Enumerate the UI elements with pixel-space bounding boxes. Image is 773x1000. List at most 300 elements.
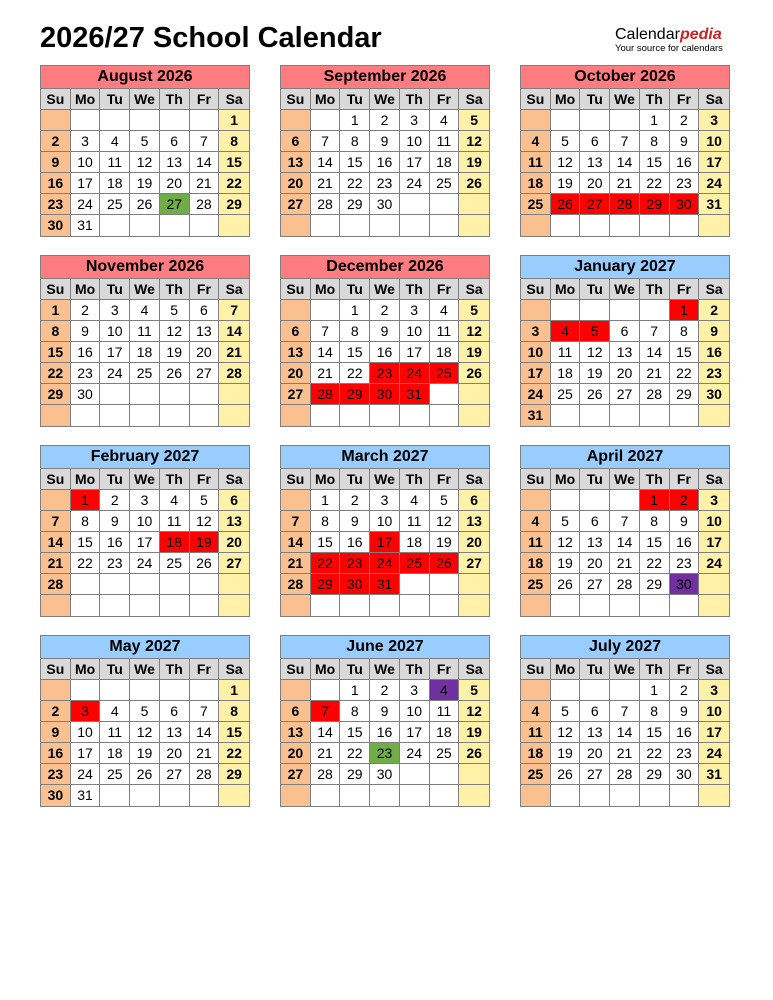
day-cell: 3	[100, 300, 130, 321]
day-cell: 2	[370, 680, 400, 701]
day-cell: 2	[699, 300, 729, 321]
day-cell: 6	[580, 131, 610, 152]
month-title: August 2026	[41, 66, 249, 89]
week-row	[281, 764, 489, 785]
day-cell: 16	[41, 743, 71, 764]
empty-day-cell	[610, 405, 640, 426]
day-cell: 17	[71, 743, 101, 764]
weekday-label: Sa	[699, 89, 729, 110]
empty-day-cell	[100, 405, 130, 426]
day-cell: 3	[370, 490, 400, 511]
day-cell: 10	[699, 701, 729, 722]
empty-day-cell	[370, 595, 400, 616]
day-cell: 8	[219, 131, 249, 152]
highlight-purple-day-cell: 4	[430, 680, 460, 701]
day-cell: 3	[699, 110, 729, 131]
empty-day-cell	[610, 110, 640, 131]
day-cell: 23	[41, 194, 71, 215]
day-cell: 27	[580, 574, 610, 595]
holiday-day-cell: 4	[551, 321, 581, 342]
month-block	[280, 255, 490, 427]
empty-day-cell	[459, 764, 489, 785]
empty-day-cell	[41, 595, 71, 616]
weekday-label: Fr	[430, 469, 460, 490]
day-cell: 1	[640, 110, 670, 131]
day-cell: 6	[580, 701, 610, 722]
week-row	[41, 490, 249, 511]
day-cell: 19	[551, 553, 581, 574]
day-cell: 27	[190, 363, 220, 384]
day-cell: 7	[281, 511, 311, 532]
week-row	[281, 595, 489, 616]
day-cell: 9	[670, 701, 700, 722]
day-cell: 22	[219, 743, 249, 764]
weekday-label: Mo	[551, 279, 581, 300]
logo-tagline: Your source for calendars	[615, 43, 723, 54]
empty-day-cell	[100, 595, 130, 616]
week-row	[281, 152, 489, 173]
day-cell: 21	[610, 553, 640, 574]
weekday-label: Su	[281, 279, 311, 300]
day-cell: 16	[100, 532, 130, 553]
week-row	[41, 110, 249, 131]
day-cell: 27	[281, 764, 311, 785]
month-block	[40, 65, 250, 237]
week-row	[41, 785, 249, 806]
empty-day-cell	[190, 215, 220, 236]
weekday-label: We	[130, 279, 160, 300]
day-cell: 6	[459, 490, 489, 511]
empty-day-cell	[430, 595, 460, 616]
day-cell: 18	[100, 173, 130, 194]
empty-day-cell	[670, 215, 700, 236]
empty-day-cell	[430, 405, 460, 426]
empty-day-cell	[311, 405, 341, 426]
day-cell: 8	[670, 321, 700, 342]
day-cell: 8	[71, 511, 101, 532]
week-row	[41, 764, 249, 785]
day-cell: 6	[281, 321, 311, 342]
week-row	[41, 680, 249, 701]
empty-day-cell	[699, 574, 729, 595]
weekday-label: Su	[281, 659, 311, 680]
weekday-label: Fr	[670, 89, 700, 110]
weekday-label: Fr	[670, 279, 700, 300]
empty-day-cell	[130, 384, 160, 405]
day-cell: 24	[699, 173, 729, 194]
day-cell: 23	[41, 764, 71, 785]
empty-day-cell	[400, 595, 430, 616]
week-row	[41, 511, 249, 532]
day-cell: 19	[160, 342, 190, 363]
weekday-label: Su	[41, 469, 71, 490]
day-cell: 4	[100, 701, 130, 722]
day-cell: 30	[370, 764, 400, 785]
day-cell: 29	[640, 574, 670, 595]
empty-day-cell	[610, 490, 640, 511]
day-cell: 17	[521, 363, 551, 384]
day-cell: 14	[311, 722, 341, 743]
day-cell: 24	[699, 743, 729, 764]
day-cell: 12	[430, 511, 460, 532]
week-row	[41, 342, 249, 363]
day-cell: 13	[160, 152, 190, 173]
empty-day-cell	[219, 384, 249, 405]
month-title: February 2027	[41, 446, 249, 469]
weekday-label: Sa	[219, 659, 249, 680]
weekday-label: Mo	[71, 279, 101, 300]
day-cell: 14	[610, 532, 640, 553]
empty-day-cell	[100, 574, 130, 595]
day-cell: 24	[71, 194, 101, 215]
day-cell: 15	[311, 532, 341, 553]
weekday-label: We	[610, 89, 640, 110]
empty-day-cell	[219, 574, 249, 595]
empty-day-cell	[190, 680, 220, 701]
empty-day-cell	[160, 110, 190, 131]
highlight-green-day-cell: 27	[160, 194, 190, 215]
day-cell: 21	[190, 173, 220, 194]
day-cell: 29	[41, 384, 71, 405]
day-cell: 26	[551, 574, 581, 595]
day-cell: 10	[699, 131, 729, 152]
day-cell: 11	[430, 321, 460, 342]
holiday-day-cell: 30	[340, 574, 370, 595]
week-row	[41, 173, 249, 194]
day-cell: 18	[521, 553, 551, 574]
week-row	[281, 743, 489, 764]
week-row	[521, 110, 729, 131]
day-cell: 30	[670, 764, 700, 785]
week-row	[281, 131, 489, 152]
day-cell: 10	[370, 511, 400, 532]
day-cell: 27	[459, 553, 489, 574]
holiday-day-cell: 31	[370, 574, 400, 595]
day-cell: 14	[311, 152, 341, 173]
day-cell: 9	[100, 511, 130, 532]
day-cell: 11	[100, 722, 130, 743]
day-cell: 26	[130, 194, 160, 215]
day-cell: 25	[551, 384, 581, 405]
day-cell: 18	[551, 363, 581, 384]
day-cell: 15	[41, 342, 71, 363]
empty-day-cell	[640, 595, 670, 616]
empty-day-cell	[551, 595, 581, 616]
week-row	[281, 532, 489, 553]
weekday-label: Fr	[190, 659, 220, 680]
weekday-label: Th	[160, 89, 190, 110]
month-title: November 2026	[41, 256, 249, 279]
day-cell: 9	[71, 321, 101, 342]
day-cell: 22	[340, 743, 370, 764]
week-row	[521, 321, 729, 342]
holiday-day-cell: 7	[311, 701, 341, 722]
week-row	[281, 785, 489, 806]
day-cell: 5	[430, 490, 460, 511]
day-cell: 25	[521, 574, 551, 595]
weekday-header-row	[281, 659, 489, 680]
day-cell: 7	[610, 511, 640, 532]
day-cell: 2	[41, 701, 71, 722]
day-cell: 12	[459, 321, 489, 342]
day-cell: 13	[580, 532, 610, 553]
weekday-label: Fr	[430, 89, 460, 110]
day-cell: 25	[130, 363, 160, 384]
empty-day-cell	[71, 680, 101, 701]
day-cell: 23	[71, 363, 101, 384]
holiday-day-cell: 30	[370, 384, 400, 405]
day-cell: 4	[430, 300, 460, 321]
day-cell: 19	[130, 173, 160, 194]
day-cell: 9	[41, 722, 71, 743]
day-cell: 21	[190, 743, 220, 764]
day-cell: 7	[190, 701, 220, 722]
day-cell: 7	[311, 131, 341, 152]
weekday-header-row	[41, 89, 249, 110]
empty-day-cell	[130, 595, 160, 616]
day-cell: 9	[670, 511, 700, 532]
week-row	[41, 722, 249, 743]
day-cell: 16	[370, 722, 400, 743]
day-cell: 13	[190, 321, 220, 342]
week-row	[41, 532, 249, 553]
weekday-label: Fr	[190, 89, 220, 110]
empty-day-cell	[190, 110, 220, 131]
day-cell: 28	[219, 363, 249, 384]
weekday-label: We	[370, 659, 400, 680]
empty-day-cell	[459, 785, 489, 806]
day-cell: 7	[640, 321, 670, 342]
holiday-day-cell: 19	[190, 532, 220, 553]
day-cell: 5	[551, 511, 581, 532]
day-cell: 28	[190, 764, 220, 785]
holiday-day-cell: 27	[580, 194, 610, 215]
highlight-green-day-cell: 23	[370, 743, 400, 764]
weekday-label: Tu	[580, 89, 610, 110]
day-cell: 23	[670, 173, 700, 194]
day-cell: 26	[551, 764, 581, 785]
empty-day-cell	[610, 595, 640, 616]
weekday-label: Fr	[190, 279, 220, 300]
weekday-label: Sa	[699, 469, 729, 490]
empty-day-cell	[459, 574, 489, 595]
day-cell: 16	[370, 152, 400, 173]
empty-day-cell	[521, 300, 551, 321]
holiday-day-cell: 18	[160, 532, 190, 553]
day-cell: 23	[100, 553, 130, 574]
day-cell: 17	[400, 152, 430, 173]
day-cell: 18	[521, 743, 551, 764]
day-cell: 20	[281, 173, 311, 194]
day-cell: 28	[610, 764, 640, 785]
day-cell: 24	[400, 173, 430, 194]
empty-day-cell	[340, 215, 370, 236]
day-cell: 5	[130, 701, 160, 722]
day-cell: 28	[311, 764, 341, 785]
day-cell: 2	[41, 131, 71, 152]
weekday-label: Fr	[430, 659, 460, 680]
empty-day-cell	[130, 405, 160, 426]
empty-day-cell	[219, 595, 249, 616]
day-cell: 28	[281, 574, 311, 595]
day-cell: 17	[71, 173, 101, 194]
empty-day-cell	[311, 110, 341, 131]
day-cell: 11	[430, 131, 460, 152]
month-block	[520, 635, 730, 807]
day-cell: 12	[130, 152, 160, 173]
holiday-day-cell: 1	[670, 300, 700, 321]
weekday-label: Sa	[459, 89, 489, 110]
day-cell: 17	[400, 342, 430, 363]
day-cell: 5	[459, 300, 489, 321]
day-cell: 20	[281, 743, 311, 764]
day-cell: 10	[100, 321, 130, 342]
day-cell: 31	[699, 764, 729, 785]
empty-day-cell	[100, 110, 130, 131]
day-cell: 8	[340, 321, 370, 342]
empty-day-cell	[400, 194, 430, 215]
weekday-label: Su	[281, 469, 311, 490]
day-cell: 10	[521, 342, 551, 363]
weekday-label: Fr	[190, 469, 220, 490]
empty-day-cell	[340, 405, 370, 426]
weekday-label: Fr	[670, 659, 700, 680]
empty-day-cell	[459, 194, 489, 215]
day-cell: 23	[670, 553, 700, 574]
weekday-header-row	[281, 279, 489, 300]
week-row	[41, 595, 249, 616]
weekday-label: Sa	[699, 279, 729, 300]
week-row	[521, 300, 729, 321]
day-cell: 13	[281, 342, 311, 363]
month-title: July 2027	[521, 636, 729, 659]
empty-day-cell	[670, 785, 700, 806]
day-cell: 16	[670, 152, 700, 173]
day-cell: 28	[640, 384, 670, 405]
day-cell: 30	[41, 215, 71, 236]
week-row	[41, 152, 249, 173]
week-row	[41, 701, 249, 722]
day-cell: 21	[311, 743, 341, 764]
day-cell: 9	[670, 131, 700, 152]
day-cell: 1	[640, 680, 670, 701]
day-cell: 24	[521, 384, 551, 405]
empty-day-cell	[130, 110, 160, 131]
month-block	[520, 255, 730, 427]
weekday-label: Th	[400, 89, 430, 110]
weekday-label: Th	[160, 469, 190, 490]
day-cell: 10	[130, 511, 160, 532]
empty-day-cell	[41, 110, 71, 131]
day-cell: 11	[521, 152, 551, 173]
empty-day-cell	[71, 110, 101, 131]
day-cell: 22	[340, 173, 370, 194]
empty-day-cell	[459, 384, 489, 405]
day-cell: 3	[71, 131, 101, 152]
logo-brand-a: Calendar	[615, 26, 680, 43]
day-cell: 6	[219, 490, 249, 511]
day-cell: 15	[340, 152, 370, 173]
day-cell: 16	[71, 342, 101, 363]
day-cell: 5	[459, 110, 489, 131]
empty-day-cell	[100, 215, 130, 236]
day-cell: 13	[459, 511, 489, 532]
weekday-label: Th	[160, 659, 190, 680]
empty-day-cell	[340, 785, 370, 806]
weekday-label: Tu	[100, 279, 130, 300]
calendarpedia-logo	[615, 27, 723, 54]
day-cell: 10	[400, 321, 430, 342]
month-title: May 2027	[41, 636, 249, 659]
day-cell: 29	[219, 194, 249, 215]
weekday-label: Mo	[311, 89, 341, 110]
day-cell: 19	[580, 363, 610, 384]
day-cell: 14	[190, 152, 220, 173]
week-row	[521, 384, 729, 405]
weekday-label: Su	[521, 469, 551, 490]
day-cell: 20	[190, 342, 220, 363]
day-cell: 25	[521, 194, 551, 215]
empty-day-cell	[219, 215, 249, 236]
day-cell: 23	[370, 173, 400, 194]
day-cell: 21	[610, 743, 640, 764]
day-cell: 1	[340, 300, 370, 321]
weekday-label: Tu	[340, 659, 370, 680]
day-cell: 17	[699, 532, 729, 553]
day-cell: 9	[699, 321, 729, 342]
month-block	[520, 65, 730, 237]
day-cell: 7	[610, 701, 640, 722]
empty-day-cell	[281, 110, 311, 131]
weekday-label: We	[610, 469, 640, 490]
empty-day-cell	[160, 405, 190, 426]
day-cell: 26	[459, 363, 489, 384]
empty-day-cell	[551, 300, 581, 321]
empty-day-cell	[130, 785, 160, 806]
day-cell: 28	[610, 574, 640, 595]
weekday-label: Th	[640, 659, 670, 680]
week-row	[521, 743, 729, 764]
weekday-header-row	[41, 659, 249, 680]
week-row	[41, 215, 249, 236]
day-cell: 5	[459, 680, 489, 701]
empty-day-cell	[430, 384, 460, 405]
month-block	[280, 445, 490, 617]
weekday-header-row	[521, 279, 729, 300]
day-cell: 1	[340, 680, 370, 701]
month-title: June 2027	[281, 636, 489, 659]
week-row	[281, 194, 489, 215]
day-cell: 16	[370, 342, 400, 363]
empty-day-cell	[340, 595, 370, 616]
empty-day-cell	[281, 680, 311, 701]
week-row	[281, 363, 489, 384]
week-row	[281, 173, 489, 194]
empty-day-cell	[160, 215, 190, 236]
week-row	[521, 490, 729, 511]
day-cell: 13	[281, 152, 311, 173]
weekday-label: Th	[400, 469, 430, 490]
day-cell: 26	[580, 384, 610, 405]
week-row	[41, 384, 249, 405]
day-cell: 31	[71, 215, 101, 236]
weekday-label: Su	[521, 659, 551, 680]
empty-day-cell	[190, 574, 220, 595]
empty-day-cell	[130, 574, 160, 595]
day-cell: 23	[670, 743, 700, 764]
holiday-day-cell: 26	[430, 553, 460, 574]
empty-day-cell	[430, 785, 460, 806]
